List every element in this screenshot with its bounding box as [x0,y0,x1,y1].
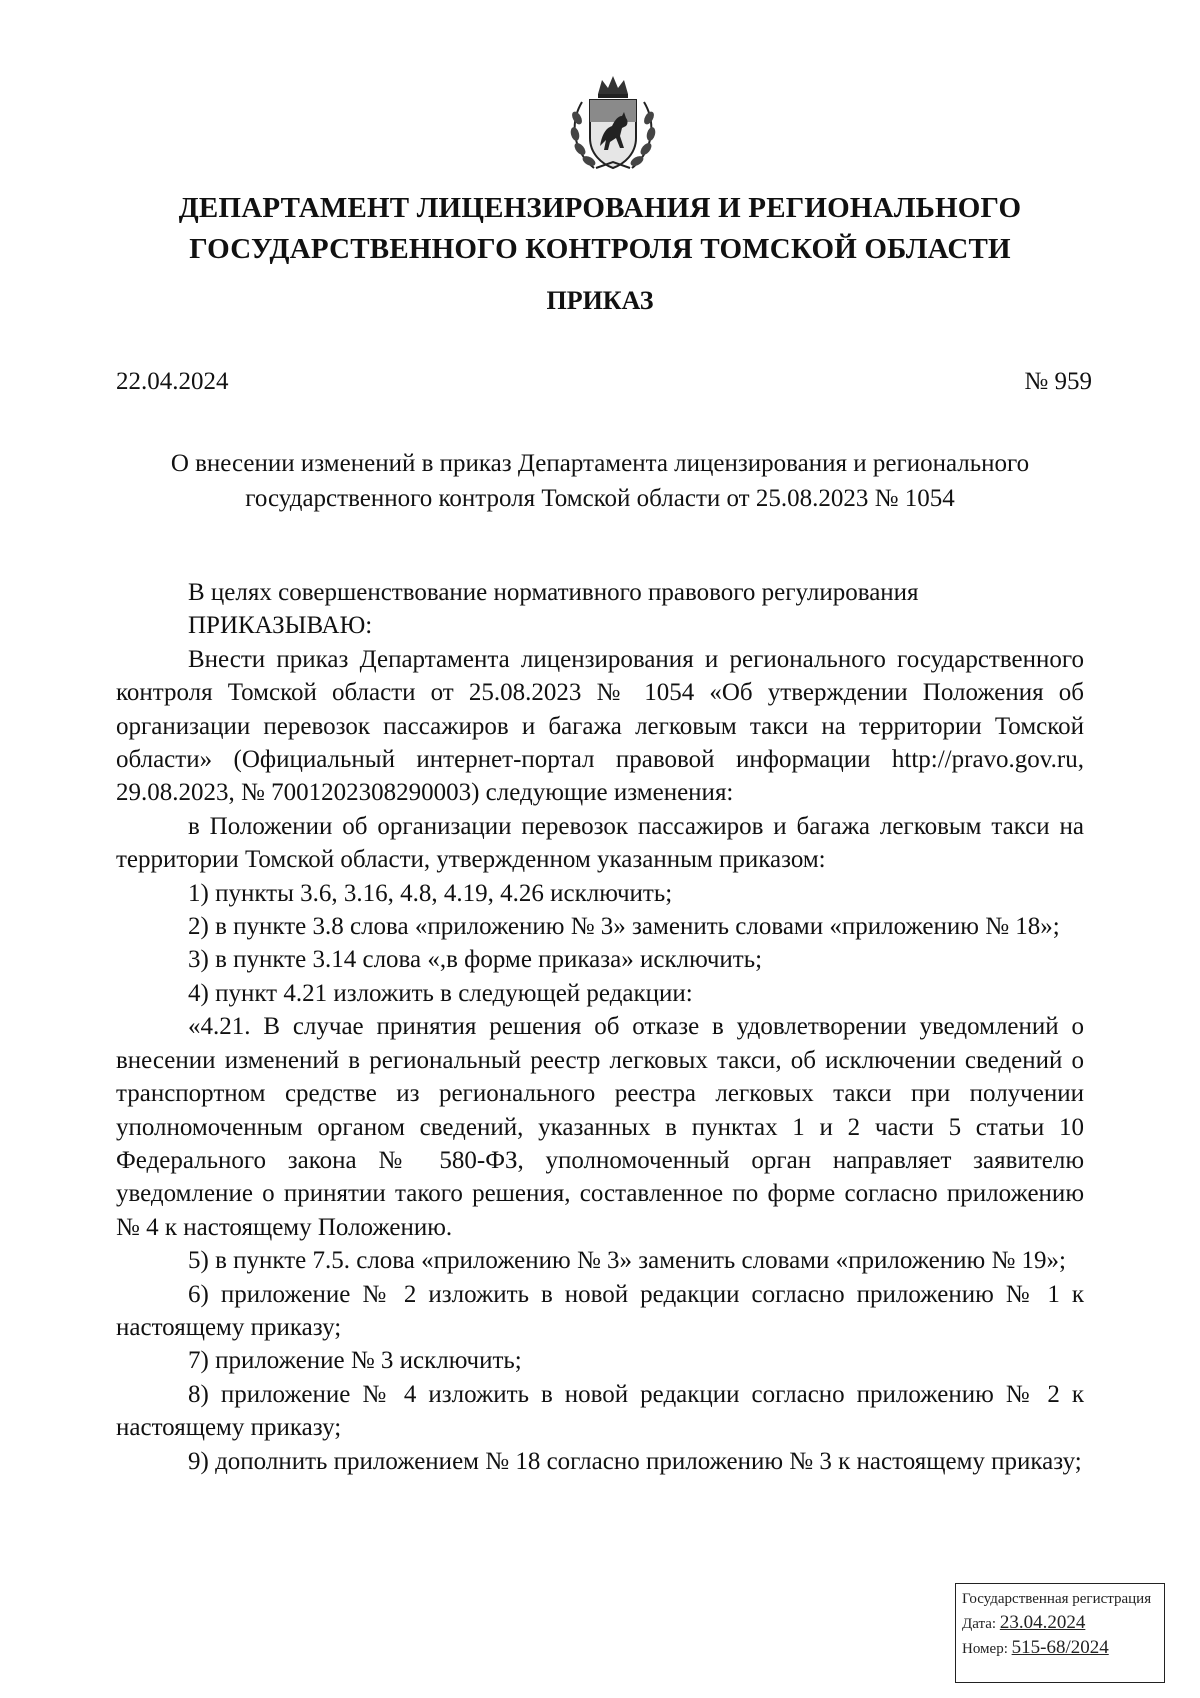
registration-title: Государственная регистрация [962,1591,1152,1607]
document-type: ПРИКАЗ [546,286,654,315]
order-number: № 959 [1024,368,1092,395]
list-item: 4) пункт 4.21 изложить в следующей редакции: [188,979,693,1007]
registration-number-label: Номер: [962,1641,1008,1657]
main-paragraph: Внести приказ Департамента лицензирования и регионального государственного контроля Томской области от 25.08.2023 № 1054 «Об утверждении Положения об организации перевозок пассажиров и багажа легковым такси на территории Томской области» (Официальный интернет-портал правовой информации http://pravo.gov.ru, 29.08.2023, № 7001202308290003) следующие изменения: [116,645,1084,807]
registration-date-label: Дата: [962,1616,997,1632]
list-item: 8) приложение № 4 изложить в новой редакции согласно приложению № 2 к настоящему приказу; [116,1380,1084,1442]
order-subject-line2: государственного контроля Томской области от 25.08.2023 № 1054 [245,485,955,512]
order-subject-line1: О внесении изменений в приказ Департамента лицензирования и регионального [170,450,1030,477]
department-title-line1: ДЕПАРТАМЕНТ ЛИЦЕНЗИРОВАНИЯ И РЕГИОНАЛЬНОГО [178,192,1022,224]
department-title [100,188,1100,270]
list-item: «4.21. В случае принятия решения об отказе в удовлетворении уведомлений о внесении изменений в региональный реестр легковых такси, об исключении сведений о транспортном средстве из регионального реестра легковых такси при получении уполномоченным органом сведений, указанных в пунктах 1 и 2 части 5 статьи 10 Федерального закона № 580-ФЗ, уполномоченный орган направляет заявителю уведомление о принятии такого решения, составленное по форме согласно приложению № 4 к настоящему Положению. [116,1013,1084,1241]
list-item: 3) в пункте 3.14 слова «,в форме приказа» исключить; [188,946,763,974]
list-item: 5) в пункте 7.5. слова «приложению № 3» заменить словами «приложению № 19»; [188,1247,1067,1275]
registration-number-row [962,1636,1158,1661]
intro-paragraph: В целях совершенствование нормативного правового регулирования [188,579,919,606]
list-item: 7) приложение № 3 исключить; [188,1347,522,1375]
registration-number-value: 515-68/2024 [1011,1637,1109,1658]
order-subject [110,446,1090,516]
tomsk-region-coat-of-arms-icon [560,72,666,178]
department-title-line2: ГОСУДАРСТВЕННОГО КОНТРОЛЯ ТОМСКОЙ ОБЛАСТИ [189,233,1011,265]
registration-date-row [962,1611,1158,1636]
order-date: 22.04.2024 [116,368,229,395]
list-item: 9) дополнить приложением № 18 согласно приложению № 3 к настоящему приказу; [188,1447,1082,1475]
list-item: 1) пункты 3.6, 3.16, 4.8, 4.19, 4.26 исключить; [188,879,673,907]
order-body [116,576,1084,1478]
list-item: 6) приложение № 2 изложить в новой редакции согласно приложению № 1 к настоящему приказу; [116,1280,1084,1341]
registration-stamp [955,1583,1165,1683]
order-word: ПРИКАЗЫВАЮ: [188,612,373,640]
regulation-paragraph: в Положении об организации перевозок пассажиров и багажа легковым такси на территории Томской области, утвержденном указанным приказом: [116,812,1084,874]
list-item: 2) в пункте 3.8 слова «приложению № 3» заменить словами «приложению № 18»; [188,913,1060,941]
registration-date-value: 23.04.2024 [999,1612,1086,1633]
